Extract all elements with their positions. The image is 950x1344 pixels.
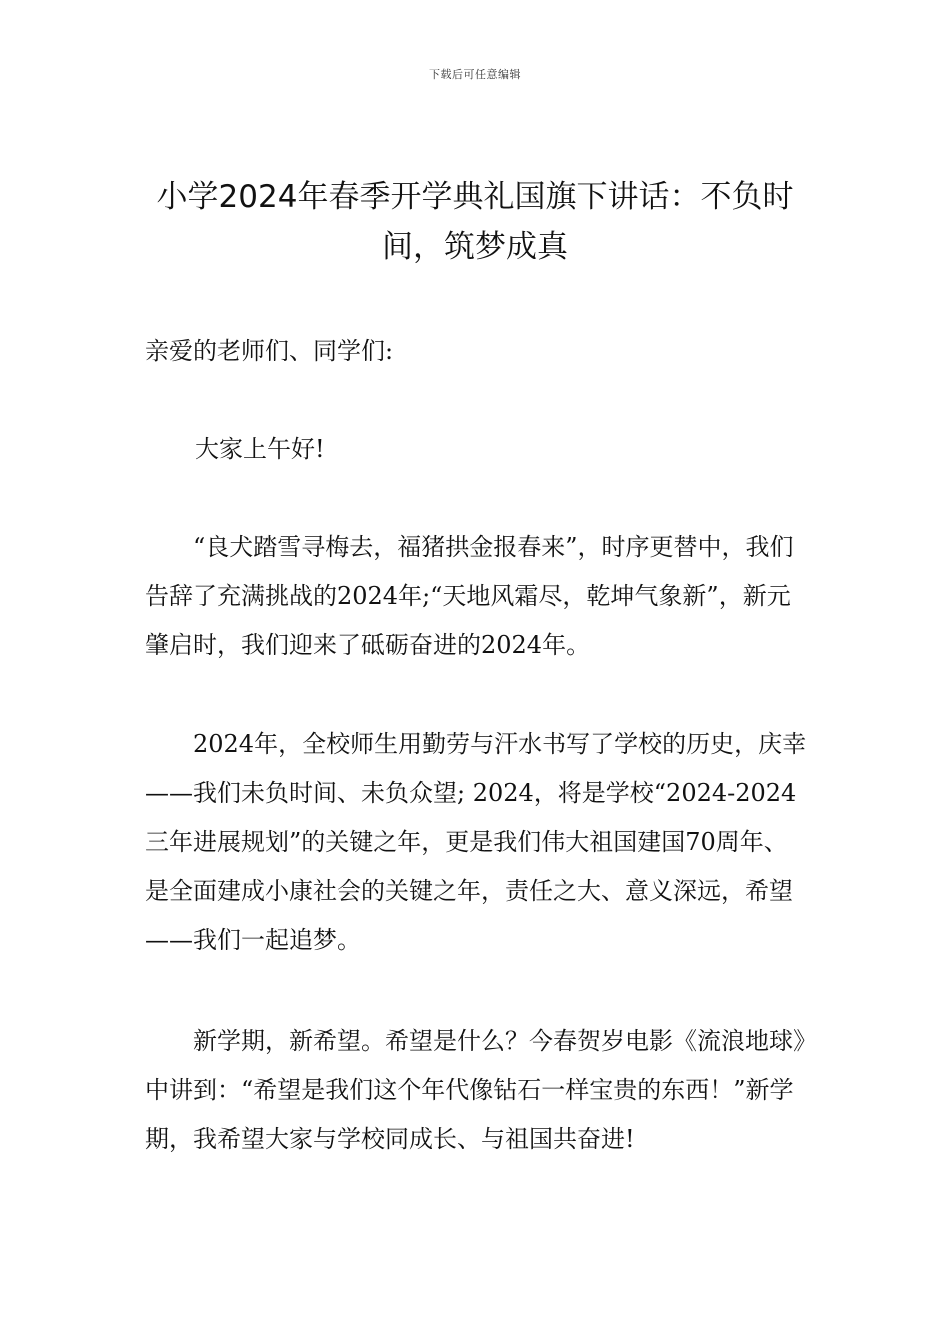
greeting: 大家上午好!	[195, 435, 325, 463]
paragraph-1: “良犬踏雪寻梅去，福猪拱金报春来”，时序更替中，我们告辞了充满挑战的2024年;“天地风霜尽，乾坤气象新”，新元肇启时，我们迎来了砥砺奋进的2024年。	[145, 533, 794, 659]
paragraph-3: 新学期，新希望。希望是什么？今春贺岁电影《流浪地球》中讲到：“希望是我们这个年代像钻石一样宝贵的东西！”新学期，我希望大家与学校同成长、与祖国共奋进!	[145, 1027, 805, 1153]
page-header-note: 下载后可任意编辑	[429, 68, 521, 81]
paragraph-2: 2024年，全校师生用勤劳与汗水书写了学校的历史，庆幸——我们未负时间、未负众望; 2024，将是学校“2024-2024三年进展规划”的关键之年，更是我们伟大祖国建国70周年、是全面建成小康社会的关键之年，责任之大、意义深远，希望——我们一起追梦。	[145, 730, 807, 954]
document-title: 小学2024年春季开学典礼国旗下讲话：不负时间，筑梦成真	[156, 179, 794, 265]
salutation: 亲爱的老师们、同学们:	[145, 337, 394, 365]
